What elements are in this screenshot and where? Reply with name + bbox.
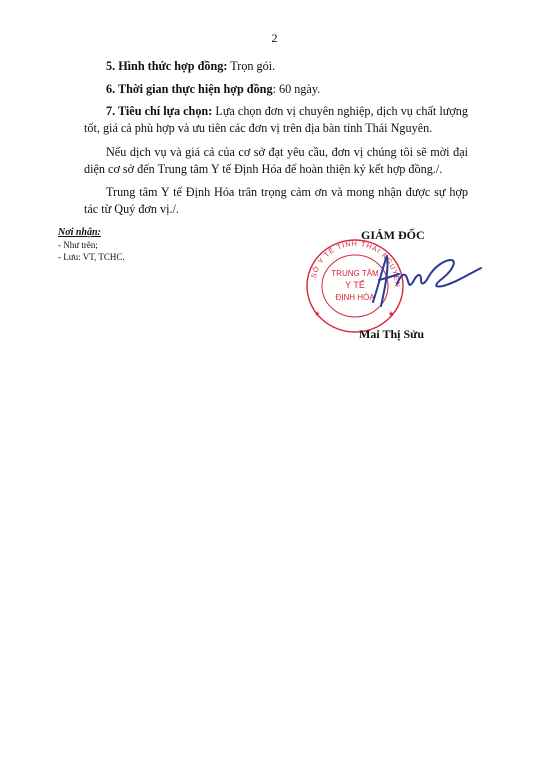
item-contract-form [84, 58, 468, 75]
item-label: 5. Hình thức hợp đồng: [106, 59, 228, 73]
item-label: 6. Thời gian thực hiện hợp đồng [106, 82, 273, 96]
stamp-line: ĐỊNH HÓA [335, 293, 375, 302]
stamp-ring-text: SỞ Y TẾ TỈNH THÁI NGUYÊN [310, 240, 401, 288]
recipients-title: Nơi nhận: [58, 227, 101, 238]
recipients-block [58, 226, 125, 263]
stamp-line: TRUNG TÂM [331, 269, 379, 278]
handwritten-signature [335, 244, 485, 314]
stamp-line: Y TẾ [345, 280, 365, 290]
item-text: Lựa chọn đơn vị chuyên nghiệp, dịch vụ chất lượng tốt, giá cả phù hợp và ưu tiên các đơn vị trên địa bàn tỉnh Thái Nguyên. [84, 104, 468, 135]
item-contract-duration [84, 81, 468, 98]
paragraph-invitation [84, 144, 468, 178]
paragraph-text: Nếu dịch vụ và giá cả của cơ sở đạt yêu cầu, đơn vị chúng tôi sẽ mời đại diện cơ sở đến Trung tâm Y tế Định Hóa để hoàn thiện ký kết hợp đồng./. [84, 145, 468, 176]
item-text: Trọn gói. [227, 59, 276, 73]
paragraph-text: Trung tâm Y tế Định Hóa trân trọng cảm ơn và mong nhận được sự hợp tác từ Quý đơn vị./. [84, 185, 468, 216]
item-label: 7. Tiêu chí lựa chọn: [106, 104, 213, 118]
recipient-line: - Như trên; [58, 240, 98, 250]
paragraph-thanks [84, 184, 468, 218]
recipient-line: - Lưu: VT, TCHC. [58, 252, 125, 262]
item-text: : 60 ngày. [272, 82, 321, 96]
stamp-star-icon: ★ [388, 310, 395, 318]
item-selection-criteria [84, 103, 468, 137]
page-number: 2 [271, 31, 278, 45]
signer-name: Mai Thị Sửu [359, 327, 425, 341]
stamp-star-icon: ★ [314, 310, 321, 318]
signer-title: GIÁM ĐỐC [361, 228, 425, 242]
